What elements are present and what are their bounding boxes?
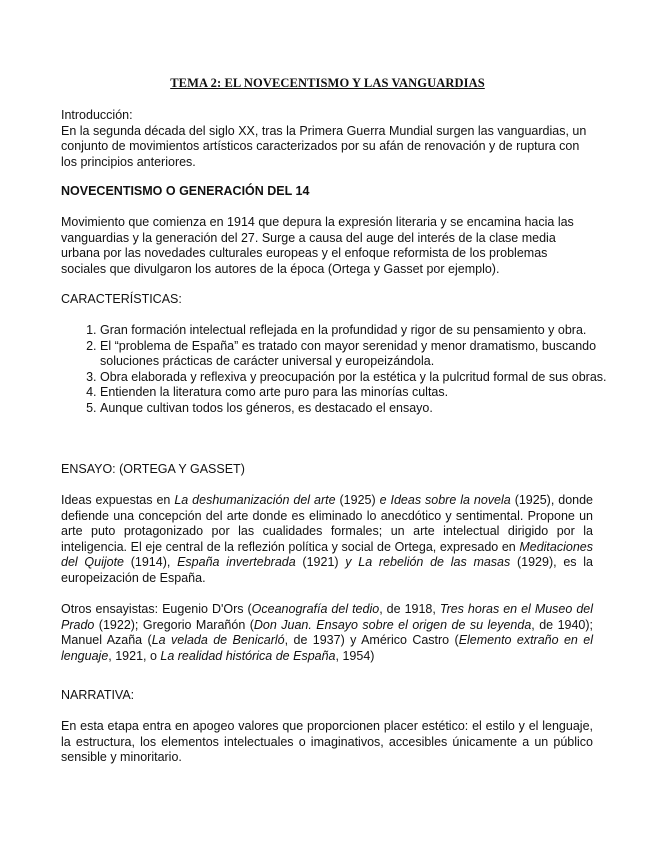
p2-italic-title: Elemento extraño en el lenguaje bbox=[61, 633, 593, 663]
narrativa-text: En esta etapa entra en apogeo valores que proporcionen placer estético: el estilo y el lenguaje, la estructura, los elementos intelectuales o imaginativos, accesibles únicamente a un público sensible y minoritario. bbox=[61, 719, 593, 764]
p2-italic-title: La velada de Benicarló bbox=[151, 633, 285, 647]
p1-text-run: (1914), bbox=[124, 555, 178, 569]
p2-text-run: Otros ensayistas: Eugenio D'Ors ( bbox=[61, 602, 252, 616]
p1-italic-title: e Ideas sobre la novela bbox=[379, 493, 511, 507]
p1-text-run: (1925), donde defiende una concepción del arte donde es eliminado lo anecdótico y sentimental. Propone un arte puto protagonizado por las cualidades formales; un arte intelectual dirigido por la inteligencia. El eje central de la reflezión política y social de Ortega, expresado en bbox=[61, 493, 594, 554]
p2-italic-title: La realidad histórica de España bbox=[160, 648, 336, 663]
list-item: 5. Aunque cultivan todos los géneros, es destacado el ensayo. bbox=[100, 401, 632, 417]
p1-text-run: Ideas expuestas en bbox=[61, 493, 175, 507]
p2-italic-title: Tres horas en el Museo del Prado bbox=[61, 602, 594, 632]
p1-text-run: (1925) bbox=[335, 493, 380, 507]
novecentismo-heading: NOVECENTISMO O GENERACIÓN DEL 14 bbox=[61, 184, 310, 198]
list-item: 4. Entienden la literatura como arte puro para las minorías cultas. bbox=[100, 385, 632, 401]
p2-italic-title: Don Juan. Ensayo sobre el origen de su leyenda bbox=[253, 617, 532, 632]
p2-text-run: , de 1918, bbox=[379, 602, 440, 616]
list-item: 1. Gran formación intelectual reflejada en la profundidad y rigor de su pensamiento y obra. bbox=[100, 323, 632, 339]
p2-text-run: (1922); Gregorio Marañón ( bbox=[94, 617, 254, 632]
p2-text-run: , 1921, o bbox=[108, 648, 161, 663]
p1-text-run: (1921) bbox=[295, 555, 346, 569]
novecentismo-text: Movimiento que comienza en 1914 que depura la expresión literaria y se encamina hacia las vanguardias y la generación del 27. Surge a causa del auge del interés de la clase media urbana por las novedades culturales europeas y el enfoque reformista de los problemas sociales que divulgaron los autores de la época (Ortega y Gasset por ejemplo). bbox=[61, 215, 574, 276]
caracteristicas-heading: CARACTERÍSTICAS: bbox=[61, 292, 182, 306]
ensayo-paragraph-2 bbox=[61, 602, 593, 664]
p1-italic-title: Meditaciones del Quijote bbox=[61, 539, 593, 569]
p1-italic-title: España invertebrada bbox=[177, 555, 296, 569]
p2-text-run: , 1954) bbox=[335, 648, 375, 663]
p1-italic-title: La deshumanización del arte bbox=[174, 493, 336, 507]
intro-text: En la segunda década del siglo XX, tras la Primera Guerra Mundial surgen las vanguardias, un conjunto de movimientos artísticos caracterizados por su afán de renovación y de ruptura con los principios anteriores. bbox=[61, 123, 587, 169]
p2-text-run: , de 1937) y Américo Castro ( bbox=[284, 633, 459, 647]
caracteristicas-list bbox=[61, 323, 632, 416]
p1-text-run: (1929), es la europeización de España. bbox=[61, 555, 593, 585]
ensayo-heading: ENSAYO: (ORTEGA Y GASSET) bbox=[61, 462, 245, 476]
page-title: TEMA 2: EL NOVECENTISMO Y LAS VANGUARDIAS bbox=[170, 76, 485, 90]
narrativa-heading: NARRATIVA: bbox=[61, 688, 135, 702]
p1-italic-title: y La rebelión de las masas bbox=[345, 555, 511, 569]
ensayo-paragraph-1 bbox=[61, 493, 593, 586]
intro-heading: Introducción: bbox=[61, 108, 133, 122]
p2-italic-title: Oceanografía del tedio bbox=[251, 602, 380, 616]
intro-section bbox=[61, 108, 593, 170]
p2-text-run: , de 1940); Manuel Azaña ( bbox=[61, 617, 594, 647]
list-item: 2. El “problema de España” es tratado con mayor serenidad y menor dramatismo, buscando soluciones prácticas de carácter universal y europeizándola. bbox=[100, 339, 632, 370]
list-item: 3. Obra elaborada y reflexiva y preocupación por la estética y la pulcritud formal de sus obras. bbox=[100, 370, 632, 386]
